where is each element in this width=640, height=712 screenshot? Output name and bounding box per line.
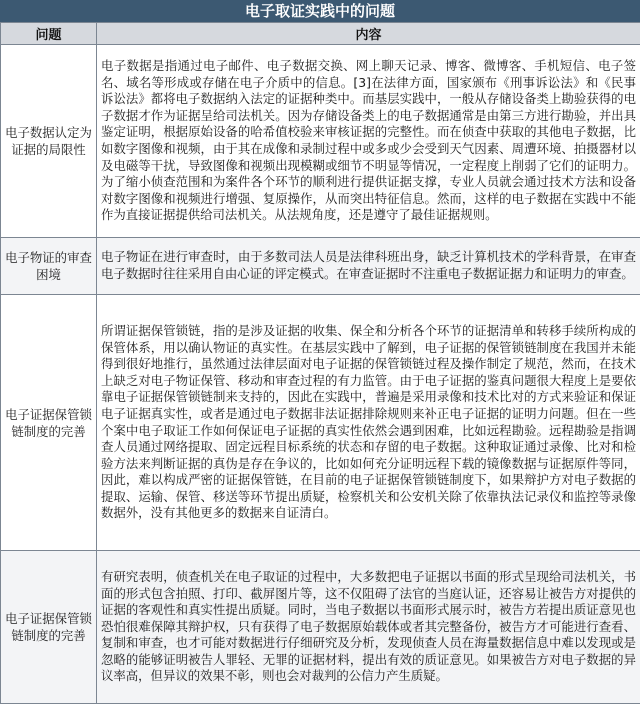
table-title: 电子取证实践中的问题 [0, 0, 640, 22]
issue-cell: 电子证据保管锁链制度的完善 [1, 551, 97, 704]
table-row [1, 551, 640, 704]
table-row [1, 45, 640, 238]
table-header-row [1, 23, 640, 45]
issue-cell: 电子数据认定为证据的局限性 [1, 45, 97, 238]
header-issue: 问题 [1, 23, 97, 45]
content-cell: 所谓证据保管锁链，指的是涉及证据的收集、保全和分析各个环节的证据清单和转移手续所构成的保管体系，用以确认物证的真实性。在基层实践中了解到，电子证据的保管锁链制度在我国并未能得到很好地推行，虽然通过法律层面对电子证据的保管锁链过程及操作制定了规范，然而，在技术上缺乏对电子物证保管、移动和审查过程的有力监管。由于电子证据的鉴真问题很大程度上是要依靠电子证据保管锁链制来支持的，因此在实践中，普遍是采用录像和技术比对的方式来验证和保证电子证据真实性，或者是通过电子数据非法证据排除规则来补正电子证据的证明力问题。但在一些个案中电子取证工作如何保证电子证据的真实性依然会遇到困难，比如远程勘验。远程勘验是指调查人员通过网络提取、固定远程目标系统的状态和存留的电子数据。这种取证通过录像、比对和检验方法来判断证据的真伪是存在争议的，比如如何充分证明远程下载的镜像数据与证据原件等同，因此，难以构成严密的证据保管链，在目前的电子证据保管锁链制度下，如果辩护方对电子数据的提取、运输、保管、移送等环节提出质疑，检察机关和公安机关除了依靠执法记录仪和监控等录像数据外，没有其他更多的数据来自证清白。 [97, 295, 640, 551]
table-row [1, 295, 640, 551]
content-cell: 有研究表明，侦查机关在电子取证的过程中，大多数把电子证据以书面的形式呈现给司法机关，书面的形式包含拍照、打印、截屏图片等，这不仅阻碍了法官的当庭认证，还容易让被告方对提供的证据的客观性和真实性提出质疑。同时，当电子数据以书面形式展示时，被告方若提出质证意见也恐怕很难保障其辩护权，只有获得了电子数据原始载体或者其完整备份，被告方才可能进行查看、复制和审查，也才可能对数据进行仔细研究及分析，发现侦查人员在海量数据信息中难以发现或是忽略的能够证明被告人罪轻、无罪的证据材料，提出有效的质证意见。如果被告方对电子数据的异议率高，但异议的效果不彰，则也会对裁判的公信力产生质疑。 [97, 551, 640, 704]
header-content: 内容 [97, 23, 640, 45]
issue-cell: 电子证据保管锁链制度的完善 [1, 295, 97, 551]
content-cell: 电子数据是指通过电子邮件、电子数据交换、网上聊天记录、博客、微博客、手机短信、电子签名、域名等形成或存储在电子介质中的信息。[3]在法律方面，国家颁布《刑事诉讼法》和《民事诉讼法》都将电子数据纳入法定的证据种类中。而基层实践中，一般从存储设备类上勘验获得的电子数据才作为证据呈给司法机关。因为存储设备类上的电子数据通常是由第三方进行勘验，并出具鉴定证明，根据原始设备的哈希值校验来审核证据的完整性。而在侦查中获取的其他电子数据，比如数字图像和视频，由于其在成像和录制过程中或多或少会受到天气因素、周遭环境、拍摄器材以及电磁等干扰，导致图像和视频出现模糊或细节不明显等情况，一定程度上削弱了它们的证明力。为了缩小侦查范围和为案件各个环节的顺利进行提供证据支撑，专业人员就会通过技术方法和设备对数字图像和视频进行增强、复原操作，从而突出特征信息。然而，这样的电子数据在实践中不能作为直接证据提供给司法机关。从法规角度，还是遵守了最佳证据规则。 [97, 45, 640, 238]
issues-table [0, 22, 640, 704]
issue-cell: 电子物证的审查困境 [1, 238, 97, 295]
content-cell: 电子物证在进行审查时，由于多数司法人员是法律科班出身，缺乏计算机技术的学科背景，在审查电子数据时往往采用自由心证的评定模式。在审查证据时不注重电子数据证据力和证明力的审查。 [97, 238, 640, 295]
table-row [1, 238, 640, 295]
